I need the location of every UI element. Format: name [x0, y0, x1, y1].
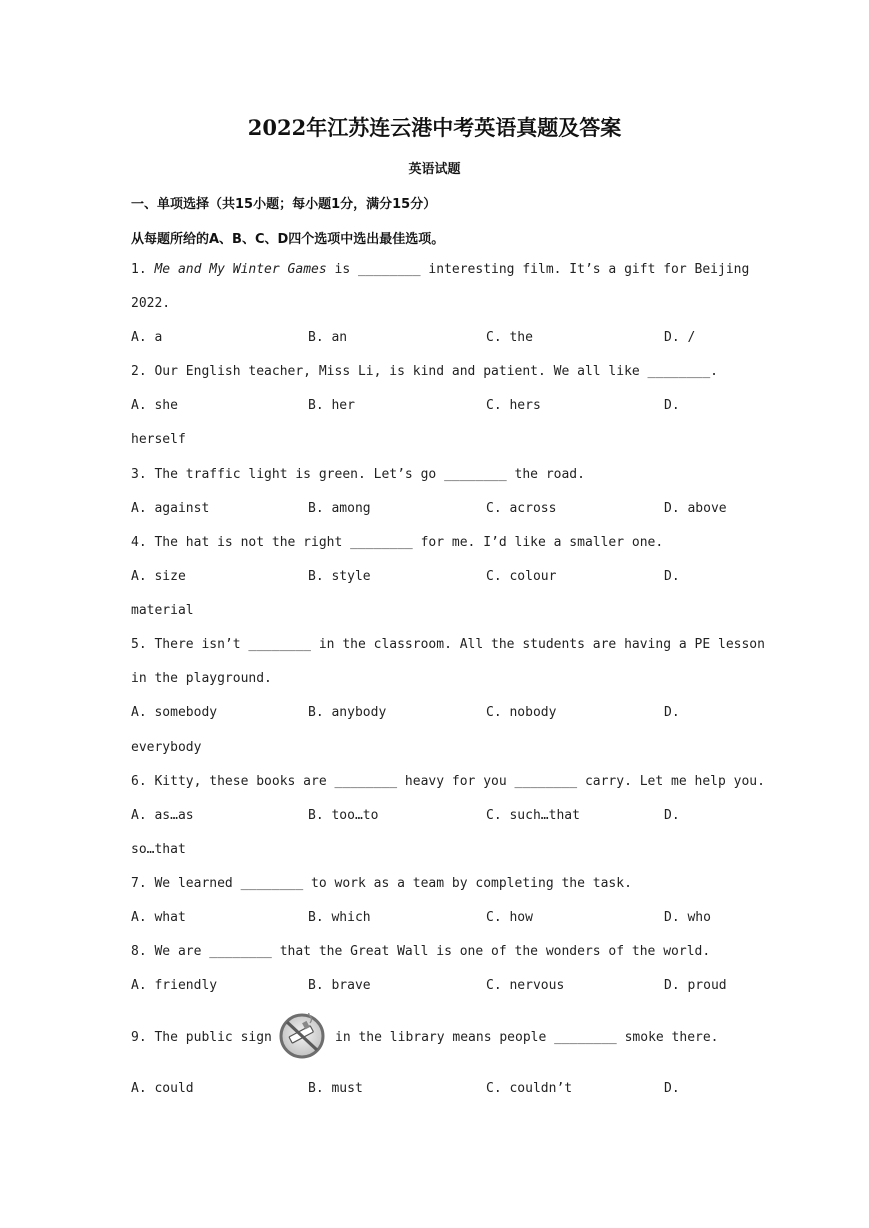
question-9-stem-after: in the library means people ________ smoke there. — [335, 1030, 719, 1045]
question-4-option-c: C. colour — [486, 569, 557, 584]
question-3-stem: 3. The traffic light is green. Let’s go ________ the road. — [131, 467, 585, 482]
question-6-option-c: C. such…that — [486, 808, 580, 823]
question-9-stem-before: 9. The public sign — [131, 1030, 272, 1045]
question-8-stem: 8. We are ________ that the Great Wall is one of the wonders of the world. — [131, 944, 711, 959]
question-5-stem: 5. There isn’t ________ in the classroom. All the students are having a PE lesson — [131, 637, 765, 652]
question-6-option-a: A. as…as — [131, 808, 194, 823]
section-heading: 一、单项选择（共15小题；每小题1分，满分15分） — [131, 197, 437, 212]
question-9-option-d: D. — [664, 1081, 680, 1096]
question-2-option-d: D. — [664, 398, 680, 413]
question-3-option-d: D. above — [664, 501, 727, 516]
question-6-option-b: B. too…to — [308, 808, 379, 823]
question-2-option-b: B. her — [308, 398, 355, 413]
no-smoking-sign-icon — [277, 1013, 327, 1059]
question-8-option-d: D. proud — [664, 978, 727, 993]
question-5-option-c: C. nobody — [486, 705, 557, 720]
question-1-stem-continued: 2022. — [131, 296, 171, 311]
question-6-stem: 6. Kitty, these books are ________ heavy for you ________ carry. Let me help you. — [131, 774, 765, 789]
question-5-option-b: B. anybody — [308, 705, 387, 720]
question-1-stem — [131, 261, 749, 279]
question-2-stem: 2. Our English teacher, Miss Li, is kind and patient. We all like ________. — [131, 364, 718, 379]
question-1-number: 1. — [131, 262, 147, 277]
question-2-option-a: A. she — [131, 398, 178, 413]
question-3-option-c: C. across — [486, 501, 557, 516]
question-7-option-b: B. which — [308, 910, 371, 925]
question-2-option-c: C. hers — [486, 398, 541, 413]
question-1-option-a: A. a — [131, 330, 163, 345]
question-9-option-a: A. could — [131, 1081, 194, 1096]
question-1-option-c: C. the — [486, 330, 533, 345]
question-6-option-d: D. — [664, 808, 680, 823]
question-1-film-title: Me and My Winter Games — [154, 262, 327, 277]
question-5-option-a: A. somebody — [131, 705, 218, 720]
question-4-option-b: B. style — [308, 569, 371, 584]
question-8-option-a: A. friendly — [131, 978, 218, 993]
question-1-option-b: B. an — [308, 330, 348, 345]
question-5-option-d-text: everybody — [131, 740, 202, 755]
question-9-option-b: B. must — [308, 1081, 363, 1096]
question-4-option-d: D. — [664, 569, 680, 584]
question-2-option-d-text: herself — [131, 432, 186, 447]
question-7-stem: 7. We learned ________ to work as a team by completing the task. — [131, 876, 632, 891]
question-7-option-c: C. how — [486, 910, 533, 925]
document-subtitle: 英语试题 — [408, 162, 461, 177]
question-9-option-c: C. couldn’t — [486, 1081, 573, 1096]
question-8-option-b: B. brave — [308, 978, 371, 993]
question-5-stem-continued: in the playground. — [131, 671, 272, 686]
question-5-option-d: D. — [664, 705, 680, 720]
question-3-option-b: B. among — [308, 501, 371, 516]
question-4-option-a: A. size — [131, 569, 186, 584]
question-4-stem: 4. The hat is not the right ________ for me. I’d like a smaller one. — [131, 535, 664, 550]
question-7-option-d: D. who — [664, 910, 711, 925]
question-7-option-a: A. what — [131, 910, 186, 925]
question-1-stem-text: is ________ interesting film. It’s a gift for Beijing — [326, 262, 750, 277]
question-6-option-d-text: so…that — [131, 842, 186, 857]
document-title: 2022年江苏连云港中考英语真题及答案 — [247, 115, 622, 140]
question-4-option-d-text: material — [131, 603, 194, 618]
question-8-option-c: C. nervous — [486, 978, 565, 993]
question-1-option-d: D. / — [664, 330, 696, 345]
section-instruction: 从每题所给的A、B、C、D四个选项中选出最佳选项。 — [131, 232, 445, 247]
question-3-option-a: A. against — [131, 501, 210, 516]
